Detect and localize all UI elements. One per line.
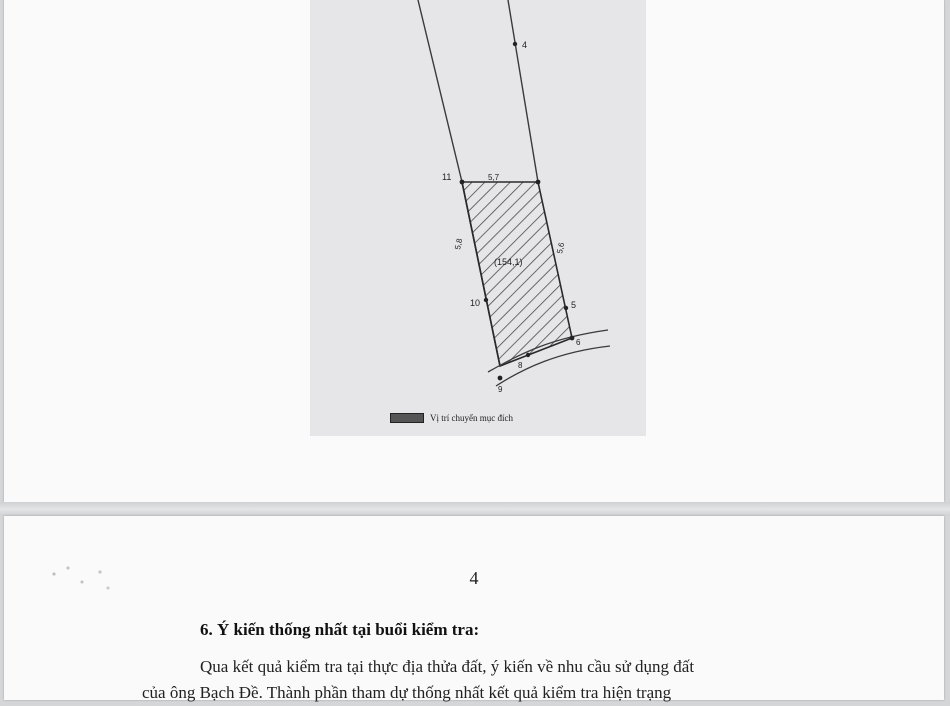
parcel-hatched-area xyxy=(462,182,572,366)
vertex-9 xyxy=(498,376,503,381)
document-page-bottom xyxy=(4,516,944,700)
body-paragraph xyxy=(142,654,860,706)
legend-text: Vị trí chuyển mục đích xyxy=(430,413,513,423)
cadastral-map xyxy=(310,0,646,436)
vertex-6 xyxy=(570,336,575,341)
legend-swatch xyxy=(390,413,424,423)
vertex-top xyxy=(513,42,517,46)
label-corner-11: 11 xyxy=(442,172,452,182)
label-corner-10: 10 xyxy=(470,298,481,308)
label-corner-5: 5 xyxy=(571,300,577,310)
page-separator xyxy=(0,502,950,516)
vertex-8 xyxy=(526,353,530,357)
label-road-9: 9 xyxy=(498,385,503,394)
label-right-edge: 5,6 xyxy=(555,241,567,255)
vertex-10 xyxy=(484,298,488,302)
vertex-5 xyxy=(564,306,568,310)
cadastral-map-drawing xyxy=(310,0,646,436)
section-heading: 6. Ý kiến thống nhất tại buổi kiểm tra: xyxy=(200,620,480,639)
page-number: 4 xyxy=(469,568,479,588)
label-left-edge: 5,8 xyxy=(453,237,465,251)
paragraph-line: Qua kết quả kiểm tra tại thực địa thửa đất, ý kiến về nhu cầu sử dụng đất xyxy=(200,657,695,676)
document-page-top xyxy=(4,0,944,502)
label-road-8: 8 xyxy=(518,361,523,370)
boundary-line-right xyxy=(508,0,538,182)
label-top-point: 4 xyxy=(522,40,528,50)
label-road-6: 6 xyxy=(576,338,581,347)
vertex-11 xyxy=(460,180,465,185)
vertex-top-right xyxy=(536,180,541,185)
label-parcel: (154,1) xyxy=(494,257,523,267)
paragraph-line: của ông Bạch Đề. Thành phần tham dự thống nhất kết quả kiểm tra hiện trạng xyxy=(142,683,672,702)
boundary-line-left xyxy=(418,0,462,182)
label-top-edge: 5,7 xyxy=(488,173,500,182)
map-legend xyxy=(390,411,513,425)
